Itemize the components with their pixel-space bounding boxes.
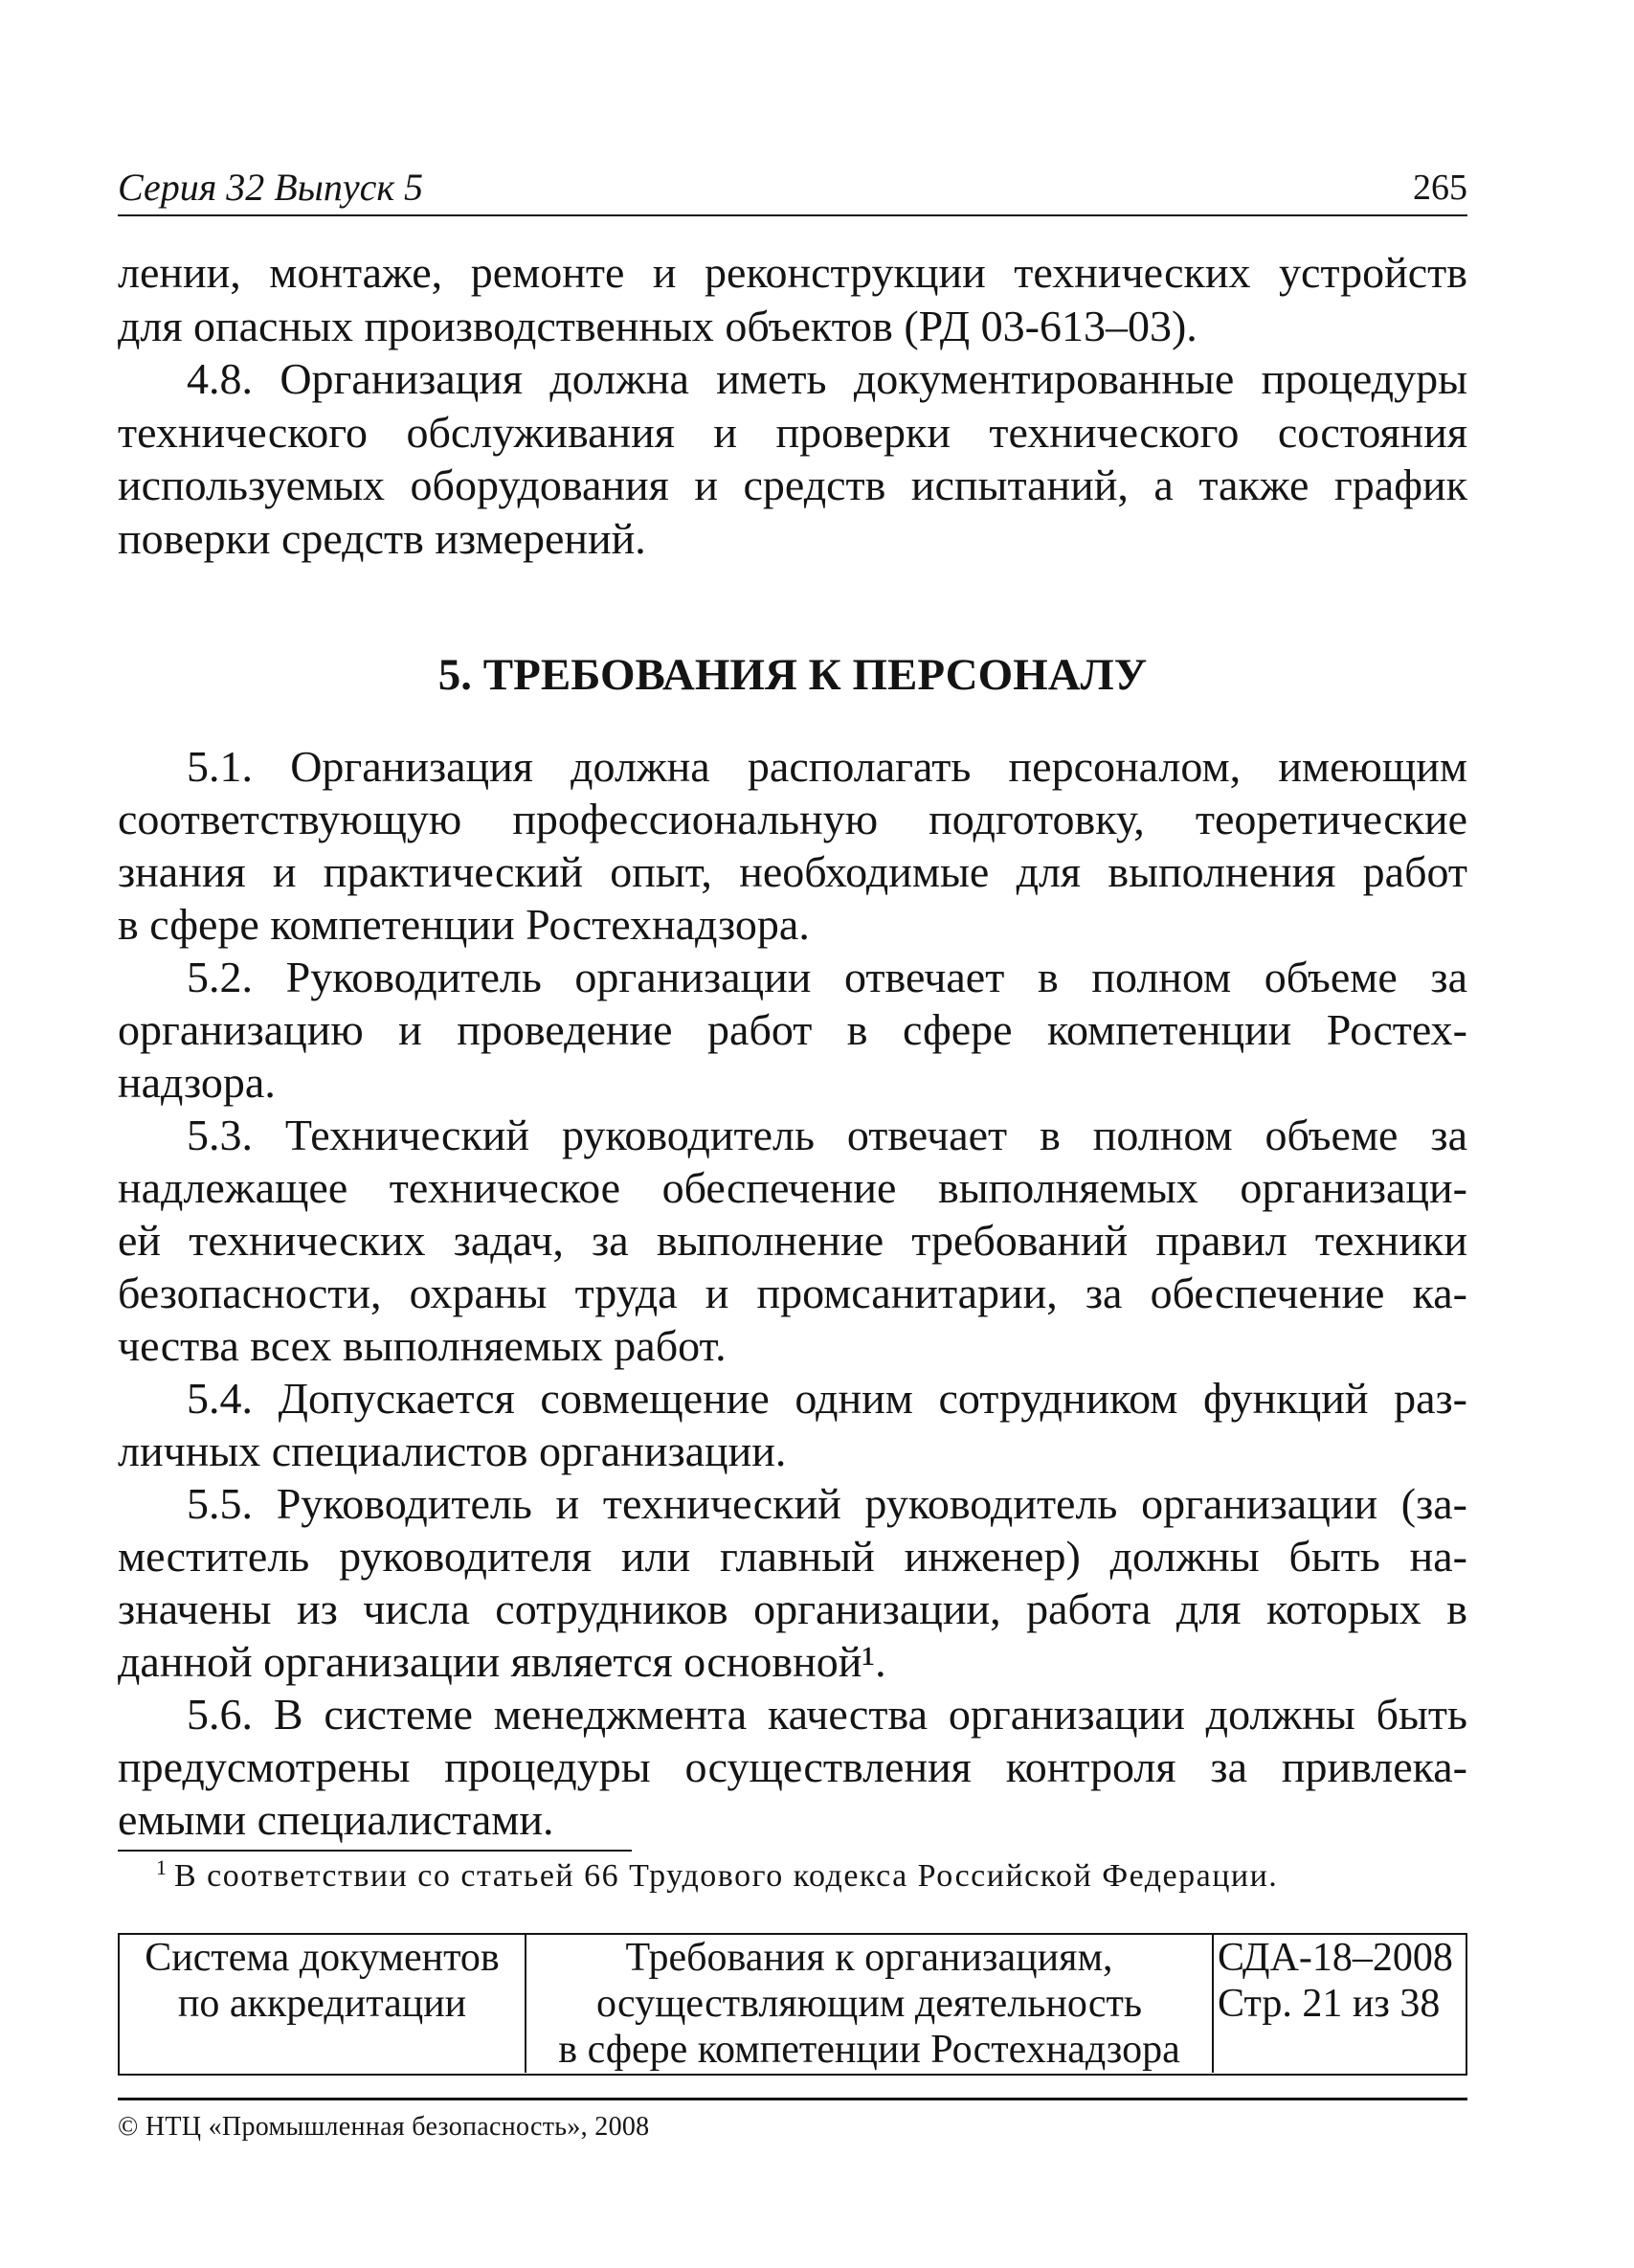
clause-5-1 xyxy=(118,740,1467,951)
text-line: данной организации является основной¹. xyxy=(118,1637,886,1686)
continuation-paragraph xyxy=(118,246,1467,352)
table-cell-document-system xyxy=(120,1935,526,2073)
section-heading: 5. ТРЕБОВАНИЯ К ПЕРСОНАЛУ xyxy=(437,650,1148,700)
clause-5-2 xyxy=(118,951,1467,1109)
text-line: в сфере компетенции Ростехнадзора. xyxy=(118,900,810,949)
text-line: 5.4. Допускается совмещение одним сотрудником функций раз- xyxy=(187,1374,1467,1423)
page-number: 265 xyxy=(1413,168,1467,208)
text-line: ей технических задач, за выполнение требований правил техники xyxy=(118,1216,1467,1265)
table-cell-document-title xyxy=(526,1935,1214,2073)
footnote-mark: 1 xyxy=(156,1855,167,1879)
header-rule xyxy=(118,214,1467,216)
footnote-rule xyxy=(118,1850,632,1852)
footer-copyright: © НТЦ «Промышленная безопасность», 2008 xyxy=(118,2112,650,2142)
table-cell-line: в сфере компетенции Ростехнадзора xyxy=(558,2028,1180,2072)
text-line: меститель руководителя или главный инженер) должны быть на- xyxy=(118,1532,1467,1581)
text-line: поверки средств измерений. xyxy=(118,513,646,563)
text-line: 5.6. В системе менеджмента качества организации должны быть xyxy=(187,1690,1467,1739)
table-cell-line: Стр. 21 из 38 xyxy=(1218,1982,1441,2026)
table-cell-document-code xyxy=(1214,1935,1466,2073)
section-5-body xyxy=(118,740,1467,1846)
text-line: соответствующую профессиональную подготовку, теоретические xyxy=(118,795,1467,843)
text-line: технического обслуживания и проверки технического состояния xyxy=(118,407,1467,457)
text-line: 5.5. Руководитель и технический руководитель организации (за- xyxy=(187,1479,1467,1528)
text-line: 5.1. Организация должна располагать персоналом, имеющим xyxy=(187,742,1467,791)
running-header-series: Серия 32 Выпуск 5 xyxy=(118,166,424,209)
text-line: 4.8. Организация должна иметь документированные процедуры xyxy=(187,354,1467,403)
footer-rule xyxy=(118,2098,1467,2100)
text-line: предусмотрены процедуры осуществления контроля за привлека- xyxy=(118,1742,1467,1791)
table-cell-line: Система документов xyxy=(145,1936,500,1980)
footnote xyxy=(156,1855,1278,1897)
footnote-text: В соответствии со статьей 66 Трудового кодекса Российской Федерации. xyxy=(174,1858,1279,1894)
table-cell-line: по аккредитации xyxy=(177,1982,467,2026)
text-line: для опасных производственных объектов (РД 03-613–03). xyxy=(118,301,1198,350)
text-line: организацию и проведение работ в сфере компетенции Ростех- xyxy=(118,1005,1467,1054)
clause-5-3 xyxy=(118,1109,1467,1372)
text-line: знания и практический опыт, необходимые для выполнения работ xyxy=(118,847,1467,896)
text-line: 5.2. Руководитель организации отвечает в полном объеме за xyxy=(187,953,1467,1001)
clause-4-8 xyxy=(118,352,1467,565)
text-line: значены из числа сотрудников организации, работа для которых в xyxy=(118,1584,1467,1633)
table-cell-line: осуществляющим деятельность xyxy=(595,1982,1143,2026)
text-line: надлежащее техническое обеспечение выполняемых организаци- xyxy=(118,1163,1467,1212)
text-line: 5.3. Технический руководитель отвечает в полном объеме за xyxy=(187,1111,1467,1159)
section-4-tail xyxy=(118,246,1467,565)
table-cell-line: СДА-18–2008 xyxy=(1218,1936,1453,1980)
text-line: безопасности, охраны труда и промсанитарии, за обеспечение ка- xyxy=(118,1269,1467,1317)
document-info-table xyxy=(118,1933,1467,2076)
clause-5-5 xyxy=(118,1477,1467,1688)
text-line: используемых оборудования и средств испытаний, а также график xyxy=(118,460,1467,509)
clause-5-4 xyxy=(118,1372,1467,1477)
text-line: чества всех выполняемых работ. xyxy=(118,1321,727,1370)
text-line: надзора. xyxy=(118,1058,276,1107)
text-line: личных специалистов организации. xyxy=(118,1426,787,1475)
text-line: емыми специалистами. xyxy=(118,1795,554,1844)
table-cell-line: Требования к организациям, xyxy=(625,1936,1113,1980)
clause-5-6 xyxy=(118,1688,1467,1846)
text-line: лении, монтаже, ремонте и реконструкции технических устройств xyxy=(118,248,1467,297)
